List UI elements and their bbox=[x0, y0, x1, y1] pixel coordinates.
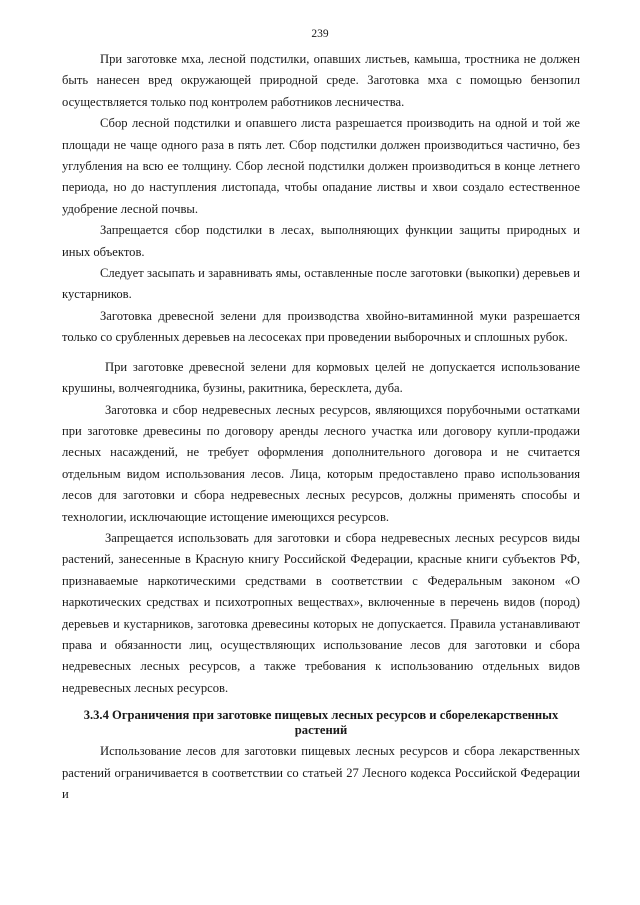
paragraph-litter-prohibition: Запрещается сбор подстилки в лесах, выполняющих функции защиты природных и иных объектов. bbox=[62, 223, 580, 259]
paragraph-pit-filling: Следует засыпать и заравнивать ямы, оставленные после заготовки (выкопки) деревьев и кустарников. bbox=[62, 266, 580, 302]
paragraph-non-timber-resources: Заготовка и сбор недревесных лесных ресурсов, являющихся порубочными остатками при заготовке древесины по договору аренды лесного участка или договору купли-продажи лесных насаждений, не требует оформления дополнительного договора и не считается отдельным видом использования лесов. Лица, которым предоставлено право использования лесов для заготовки и сбора недревесных лесных ресурсов, должны применять способы и технологии, исключающие истощение имеющихся ресурсов. bbox=[62, 402, 580, 524]
section-heading: 3.3.4 Ограничения при заготовке пищевых лесных ресурсов и сборелекарственных растений bbox=[83, 708, 559, 738]
page-number: 239 bbox=[311, 28, 329, 40]
paragraph-greenery-flour: Заготовка древесной зелени для производства хвойно-витаминной муки разрешается только со срубленных деревьев на лесосеках при проведении выборочных и сплошных рубок. bbox=[62, 308, 580, 345]
page-body bbox=[62, 49, 580, 805]
paragraph-prohibited-species: Запрещается использовать для заготовки и сбора недревесных лесных ресурсов виды растений, занесенные в Красную книгу Российской Федерации, красные книги субъектов РФ, признаваемые наркотическими средствами в соответствии с Федеральным законом «О наркотических средствах и психотропных веществах», включенные в перечень видов (пород) деревьев и кустарников, заготовка древесины которых не допускается. Правила устанавливают права и обязанности лиц, осуществляющих использование лесов для заготовки и сбора недревесных лесных ресурсов, а также требования к использованию отдельных видов недревесных лесных ресурсов. bbox=[62, 530, 580, 695]
paragraph-moss-harvesting: При заготовке мха, лесной подстилки, опавших листьев, камыша, тростника не должен быть нанесен вред окружающей природной среде. Заготовка мха с помощью бензопил осуществляется только под контролем работников лесничества. bbox=[62, 52, 580, 109]
paragraph-litter-collection: Сбор лесной подстилки и опавшего листа разрешается производить на одной и той же площади не чаще одного раза в пять лет. Сбор подстилки должен производиться частично, без углубления на всю ее толщину. Сбор лесной подстилки должен производиться в конце летнего периода, но до наступления листопада, чтобы опадание листвы и хвои создало естественное удобрение лесной почвы. bbox=[62, 116, 580, 216]
paragraph-greenery-fodder: При заготовке древесной зелени для кормовых целей не допускается использование крушины, волчеягодника, бузины, ракитника, бересклета, дуба. bbox=[62, 359, 580, 396]
paragraph-food-resources: Использование лесов для заготовки пищевых лесных ресурсов и сбора лекарственных растений ограничивается в соответствии со статьей 27 Лесного кодекса Российской Федерации и bbox=[62, 744, 580, 801]
